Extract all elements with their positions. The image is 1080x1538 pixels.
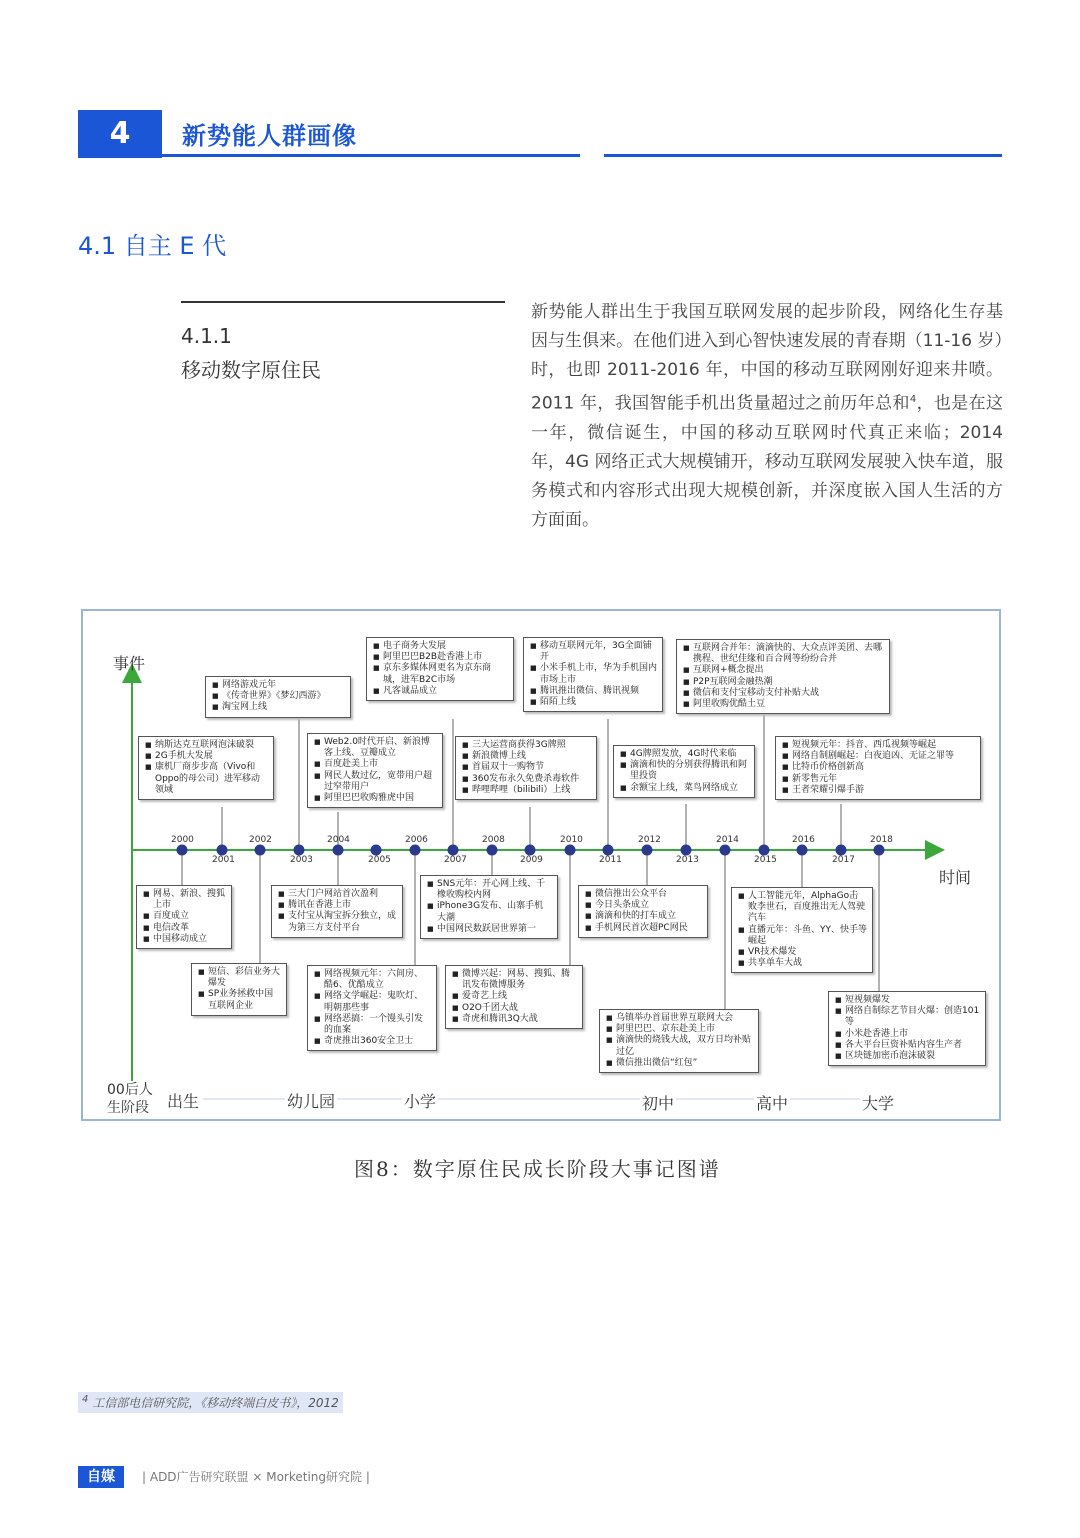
year-label: 2004 xyxy=(327,835,350,845)
year-label: 2018 xyxy=(870,835,893,845)
event-item: ■ SP业务拯救中国互联网企业 xyxy=(208,989,281,1011)
footnote-marker: 4 xyxy=(82,1394,89,1405)
event-box-2008 xyxy=(420,875,558,939)
event-item: ■ 滴滴和快的分别获得腾讯和阿里投资 xyxy=(630,760,749,782)
event-item: ■ Web2.0时代开启、新浪博客上线、豆瓣成立 xyxy=(324,737,437,759)
event-item: ■ iPhone3G发布、山寨手机大潮 xyxy=(437,901,552,923)
event-item: ■ 短视频元年：抖音、西瓜视频等崛起 xyxy=(792,740,975,751)
event-item: ■ 王者荣耀引爆手游 xyxy=(792,785,975,796)
event-item: ■ 网络游戏元年 xyxy=(222,680,345,691)
year-label: 2012 xyxy=(638,835,661,845)
timeline-node xyxy=(797,845,808,856)
event-box-2017 xyxy=(775,736,981,800)
event-item: ■ 阿里收购优酷土豆 xyxy=(693,699,884,710)
event-box-2015 xyxy=(676,639,890,714)
event-box-2004 xyxy=(271,885,403,938)
event-item: ■ 微信推出公众平台 xyxy=(595,889,702,900)
event-item: ■ 滴滴和快的打车成立 xyxy=(595,911,702,922)
event-item: ■ 微博兴起：网易、搜狐、腾讯发布微博服务 xyxy=(462,969,577,991)
event-item: ■ 360发布永久免费杀毒软件 xyxy=(472,774,591,785)
event-item: ■ VR技术爆发 xyxy=(748,947,867,958)
subsection-number: 4.1.1 xyxy=(181,324,232,348)
timeline-node xyxy=(681,845,692,856)
event-item: ■ 互联网+概念提出 xyxy=(693,665,884,676)
event-item: ■ 电子商务大发展 xyxy=(383,641,508,652)
event-item: ■ 中国网民数跃居世界第一 xyxy=(437,924,552,935)
event-box-2006 xyxy=(307,965,437,1051)
stage-label: 小学 xyxy=(402,1089,438,1112)
figure-caption: 图8：数字原住民成长阶段大事记图谱 xyxy=(354,1157,721,1181)
header-rule-right xyxy=(604,154,1002,157)
footnote-ref: 4 xyxy=(909,394,917,405)
event-item: ■ 百度赴美上市 xyxy=(324,759,437,770)
event-item: ■ 《传奇世界》《梦幻西游》 xyxy=(222,691,345,702)
footer-text: | ADD广告研究联盟 × Morketing研究院 | xyxy=(142,1470,370,1484)
timeline-node xyxy=(410,845,421,856)
y-axis-label: 事件 xyxy=(113,654,146,673)
event-item: ■ 首届双十一购物节 xyxy=(472,762,591,773)
event-item: ■ 2G手机大发展 xyxy=(155,751,268,762)
event-item: ■ 腾讯在香港上市 xyxy=(288,900,397,911)
year-label: 2015 xyxy=(754,855,777,865)
stage-label: 出生 xyxy=(165,1089,201,1112)
event-item: ■ 凡客诚品成立 xyxy=(383,686,508,697)
event-box-2007 xyxy=(366,637,514,701)
timeline-node xyxy=(759,845,770,856)
year-label: 2017 xyxy=(832,855,855,865)
event-item: ■ 乌镇举办首届世界互联网大会 xyxy=(616,1013,753,1024)
timeline-node xyxy=(487,845,498,856)
x-axis-label: 时间 xyxy=(939,868,972,887)
event-item: ■ 互联网合并年：滴滴快的、大众点评美团、去哪携程、世纪佳缘和百合网等纷纷合并 xyxy=(693,643,884,665)
subsection-rule xyxy=(181,301,505,303)
event-box-2018 xyxy=(828,991,986,1066)
event-item: ■ 三大门户网站首次盈利 xyxy=(288,889,397,900)
year-label: 2007 xyxy=(444,855,467,865)
event-item: ■ 手机网民首次超PC网民 xyxy=(595,923,702,934)
subsection-title: 移动数字原住民 xyxy=(181,358,321,382)
event-item: ■ 小米赴香港上市 xyxy=(845,1029,980,1040)
event-item: ■ 支付宝从淘宝拆分独立，成为第三方支付平台 xyxy=(288,911,397,933)
event-item: ■ 今日头条成立 xyxy=(595,900,702,911)
year-label: 2006 xyxy=(405,835,428,845)
event-item: ■ 三大运营商获得3G牌照 xyxy=(472,740,591,751)
event-item: ■ 直播元年：斗鱼、YY、快手等崛起 xyxy=(748,925,867,947)
event-item: ■ 网络自制综艺节目火爆：创造101等 xyxy=(845,1006,980,1028)
event-box-2002 xyxy=(191,963,287,1016)
event-item: ■ 网易、新浪、搜狐上市 xyxy=(153,889,226,911)
body-text-before: 新势能人群出生于我国互联网发展的起步阶段，网络化生存基因与生俱来。在他们进入到心智快速发展的青春期（11-16 岁）时，也即 2011-2016 年，中国的移动互联网刚好迎来井喷。2011 年，我国智能手机出货量超过之前历年总和 xyxy=(531,302,1003,414)
event-item: ■ 小米手机上市，华为手机国内市场上市 xyxy=(540,663,657,685)
event-box-2012 xyxy=(578,885,708,938)
timeline-node xyxy=(371,845,382,856)
stage-axis-label: 00后人生阶段 xyxy=(107,1082,153,1116)
event-item: ■ 阿里巴巴、京东赴美上市 xyxy=(616,1024,753,1035)
year-label: 2002 xyxy=(249,835,272,845)
event-item: ■ 移动互联网元年，3G全面铺开 xyxy=(540,641,657,663)
year-label: 2000 xyxy=(171,835,194,845)
event-item: ■ 阿里巴巴B2B赴香港上市 xyxy=(383,652,508,663)
event-item: ■ P2P互联网金融热潮 xyxy=(693,677,884,688)
event-item: ■ 奇虎和腾讯3Q大战 xyxy=(462,1014,577,1025)
event-item: ■ 网络恶搞：一个馒头引发的血案 xyxy=(324,1014,431,1036)
event-item: ■ 爱奇艺上线 xyxy=(462,991,577,1002)
event-item: ■ O2O千团大战 xyxy=(462,1003,577,1014)
footer-badge: 自媒 xyxy=(78,1466,124,1488)
event-item: ■ 网络视频元年：六间房、酷6、优酷成立 xyxy=(324,969,431,991)
stage-label: 高中 xyxy=(754,1091,790,1114)
event-item: ■ 微信和支付宝移动支付补贴大战 xyxy=(693,688,884,699)
event-item: ■ 腾讯推出微信、腾讯视频 xyxy=(540,686,657,697)
timeline-node xyxy=(874,845,885,856)
event-item: ■ 康机厂商步步高（Vivo和Oppo的母公司）进军移动领域 xyxy=(155,762,268,796)
event-item: ■ 比特币价格创新高 xyxy=(792,762,975,773)
footnote-text: 工信部电信研究院，《移动终端白皮书》，2012 xyxy=(92,1396,339,1410)
event-item: ■ 奇虎推出360安全卫士 xyxy=(324,1036,431,1047)
year-label: 2003 xyxy=(290,855,313,865)
year-label: 2010 xyxy=(560,835,583,845)
event-item: ■ 中国移动成立 xyxy=(153,934,226,945)
year-label: 2011 xyxy=(599,855,622,865)
event-item: ■ 网络文学崛起：鬼吹灯、明朝那些事 xyxy=(324,991,431,1013)
event-box-2013 xyxy=(613,745,755,798)
event-item: ■ 短视频爆发 xyxy=(845,995,980,1006)
year-label: 2001 xyxy=(212,855,235,865)
body-paragraph xyxy=(531,298,1003,535)
stage-label: 幼儿园 xyxy=(285,1089,337,1112)
timeline-node xyxy=(177,845,188,856)
event-box-2001 xyxy=(138,736,274,800)
event-item: ■ 4G牌照发放，4G时代来临 xyxy=(630,749,749,760)
event-item: ■ 人工智能元年，AlphaGo击败李世石，百度推出无人驾驶汽车 xyxy=(748,891,867,925)
timeline-node xyxy=(448,845,459,856)
section-title: 4.1 自主 E 代 xyxy=(78,232,227,260)
year-label: 2013 xyxy=(676,855,699,865)
body-text-after: ，也是在这一年，微信诞生，中国的移动互联网时代真正来临；2014 年，4G 网络正式大规模铺开，移动互联网发展驶入快车道，服务模式和内容形式出现大规模创新，并深度嵌入国人生活的方方面面。 xyxy=(531,393,1004,530)
timeline-node xyxy=(525,845,536,856)
timeline-node xyxy=(836,845,847,856)
timeline-node xyxy=(255,845,266,856)
event-box-2014 xyxy=(599,1009,759,1073)
event-item: ■ 纳斯达克互联网泡沫破裂 xyxy=(155,740,268,751)
event-box-2003 xyxy=(205,676,351,718)
year-label: 2014 xyxy=(716,835,739,845)
event-item: ■ 百度成立 xyxy=(153,911,226,922)
event-item: ■ 阿里巴巴收购雅虎中国 xyxy=(324,793,437,804)
event-item: ■ 各大平台巨资补贴内容生产者 xyxy=(845,1040,980,1051)
timeline-node xyxy=(720,845,731,856)
timeline-node xyxy=(642,845,653,856)
event-item: ■ 滴滴快的烧钱大战，双方日均补贴过亿 xyxy=(616,1035,753,1057)
header-rule-left xyxy=(162,154,580,157)
stage-label: 初中 xyxy=(640,1091,676,1114)
year-label: 2008 xyxy=(482,835,505,845)
timeline-node xyxy=(217,845,228,856)
event-item: ■ 短信、彩信业务大爆发 xyxy=(208,967,281,989)
event-item: ■ SNS元年：开心网上线、千橡收购校内网 xyxy=(437,879,552,901)
footnote xyxy=(78,1392,343,1413)
timeline-node xyxy=(603,845,614,856)
event-box-2016 xyxy=(731,887,873,973)
timeline-node xyxy=(294,845,305,856)
chapter-title: 新势能人群画像 xyxy=(182,122,357,150)
event-box-2011 xyxy=(523,637,663,712)
event-item: ■ 网络自制剧崛起：白夜追凶、无证之罪等 xyxy=(792,751,975,762)
timeline-node xyxy=(333,845,344,856)
event-item: ■ 陌陌上线 xyxy=(540,697,657,708)
year-label: 2016 xyxy=(792,835,815,845)
event-box-2005 xyxy=(307,733,443,808)
timeline-node xyxy=(565,845,576,856)
year-label: 2005 xyxy=(368,855,391,865)
event-box-2009 xyxy=(455,736,597,800)
event-item: ■ 微信推出微信“红包” xyxy=(616,1058,753,1069)
event-item: ■ 余额宝上线，菜鸟网络成立 xyxy=(630,783,749,794)
event-box-2000 xyxy=(136,885,232,949)
event-box-2010 xyxy=(445,965,583,1029)
stage-label: 大学 xyxy=(860,1091,896,1114)
event-item: ■ 京东多媒体网更名为京东商城，进军B2C市场 xyxy=(383,663,508,685)
event-item: ■ 网民人数过亿，宽带用户超过窄带用户 xyxy=(324,771,437,793)
event-item: ■ 新零售元年 xyxy=(792,774,975,785)
event-item: ■ 哔哩哔哩（bilibili）上线 xyxy=(472,785,591,796)
year-label: 2009 xyxy=(520,855,543,865)
chapter-number: 4 xyxy=(78,110,162,158)
event-item: ■ 区块链加密币泡沫破裂 xyxy=(845,1051,980,1062)
timeline-figure xyxy=(81,609,1001,1121)
event-item: ■ 共享单车大战 xyxy=(748,958,867,969)
event-item: ■ 电信改革 xyxy=(153,923,226,934)
event-item: ■ 淘宝网上线 xyxy=(222,702,345,713)
event-item: ■ 新浪微博上线 xyxy=(472,751,591,762)
